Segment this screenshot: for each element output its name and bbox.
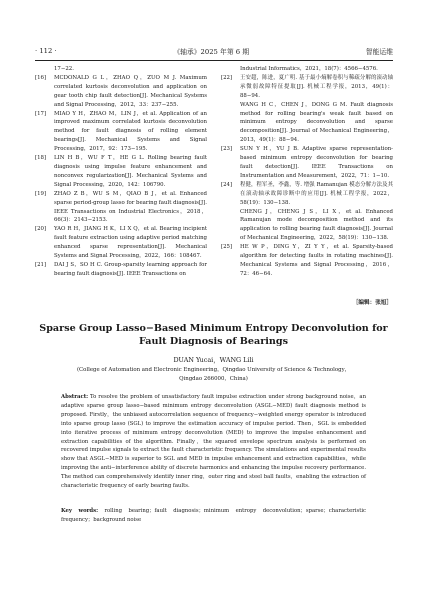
reference-number: [24]	[221, 181, 233, 188]
reference-number: [21]	[35, 261, 47, 268]
reference-text: LIN H B，WU F T，HE G L. Rolling bearing fault diagnosis using impulse feature enhancement and nonconvex regularization[J]. Mechanical Systems and Signal Processing，2020，142：106790.	[54, 155, 207, 188]
reference-number: [22]	[221, 74, 233, 81]
keywords-text: rolling bearing；fault diagnosis；minimum entropy deconvolution；sparse；characteristic frequency；background noise	[61, 508, 366, 523]
reference-text: Industrial Informatics，2021，18(7)：4566−4576.	[240, 66, 378, 72]
reference-item	[221, 208, 393, 244]
abstract-text: To resolve the problem of unsatisfactory fault impulse extraction under strong background noise，an adaptive sparse group lasso−based minimum entropy deconvolution (ASGL−MED) fault diagnosis method is proposed. Firstly，the unbiased autocorrelation sequence of frequency−weighted energy operator is introduced into sparse group lasso (SGL) to improve the estimation accuracy of impulse period. Then，SGL is embedded into iterative process of minimum entropy deconvolution (MED) to improve the impulse enhancement and extraction capabilities of the algorithm. Finally，the squared envelope spectrum analysis is performed on recovered impulse signals to extract the fault characteristic frequency. The simulations and experimental results show that ASGL−MED is superior to SGL and MED in impulse enhancement and extraction capabilities，while improving the anti−interference ability of discrete harmonics and enhancing the impulse recovery performance. The method can comprehensively identify inner ring，outer ring and steel ball faults，enabling the extraction of characteristic frequency of early bearing faults.	[61, 394, 366, 490]
running-header	[35, 44, 393, 61]
reference-text: MIAO Y H，ZHAO M，LIN J，et al. Application of an improved maximum correlated kurtosis deconvolution method for fault diagnosis of rolling element bearings[J]. Mechanical Systems and Signal Processing，2017，92：173−195.	[54, 110, 207, 153]
references-right-column	[221, 65, 393, 279]
title-line-2: Fault Diagnosis of Bearings	[138, 336, 289, 347]
reference-text: 程健，程军圣，李鑫，等. 增强 Ramanujan 模态分解方法及其在滚动轴承故障诊断中的应用[J]. 机械工程学报，2022，58(19)：130−138.	[240, 181, 393, 206]
abstract	[61, 393, 366, 491]
reference-item	[35, 74, 207, 110]
reference-item	[221, 145, 393, 181]
reference-number: [19]	[35, 190, 47, 197]
abstract-label: Abstract:	[61, 394, 89, 400]
reference-text: 17−22.	[54, 66, 74, 72]
reference-number: [18]	[35, 155, 47, 162]
references-section	[35, 65, 393, 335]
reference-text: HE W P，DING Y，ZI Y Y，et al. Sparsity-based algorithm for detecting faults in rotating machines[J]. Mechanical Systems and Signal Processing，2016，72：46−64.	[240, 244, 393, 277]
affiliation-line-1: (College of Automation and Electronic Engineering，Qingdao University of Science & Technology，	[76, 367, 351, 373]
reference-text: 王安超，陈进，夏广明. 基于最小熵解卷积与稀疏分解的滚动轴承微弱故障特征提取[J]. 机械工程学报，2013，49(1)：88−94.	[240, 74, 393, 99]
reference-number: [25]	[221, 244, 233, 251]
keywords	[61, 507, 366, 525]
reference-text: YAO R H，JIANG H K，LI X Q，et al. Bearing incipient fault feature extraction using adaptive period matching enhanced sparse representation[J]. Mechanical Systems and Signal Processing，2022，166：108467.	[54, 226, 207, 260]
affiliation	[40, 366, 387, 384]
reference-text: CHENG J，CHENG J S，LI X，et al. Enhanced Ramanujan mode decomposition method and its application to rolling bearing fault diagnosis[J]. Journal of Mechanical Engineering，2022，58(19)：130−138.	[240, 208, 393, 242]
reference-text: ZHAO Z B，WU S M，QIAO B J，et al. Enhanced sparse period-group lasso for bearing fault diagnosis[J]. IEEE Transactions on Industrial Electronics，2018，66(3)：2143−2153.	[54, 190, 207, 224]
reference-item	[221, 74, 393, 101]
reference-text: MCDONALD G L，ZHAO Q，ZUO M J. Maximum correlated kurtosis deconvolution and application on gear tooth chip fault detection[J]. Mechanical Systems and Signal Processing，2012，33：237−255.	[54, 74, 207, 108]
reference-number: [17]	[35, 110, 47, 117]
reference-item	[221, 243, 393, 279]
english-title	[30, 322, 397, 348]
reference-item	[35, 190, 207, 226]
editor-note: ［编辑：张旭］	[352, 300, 392, 306]
references-left-column	[35, 65, 207, 279]
reference-number: [20]	[35, 226, 47, 233]
reference-number: [23]	[221, 146, 233, 153]
reference-item	[35, 154, 207, 190]
reference-item	[221, 101, 393, 146]
title-line-1: Sparse Group Lasso−Based Minimum Entropy Deconvolution for	[39, 323, 388, 334]
affiliation-line-2: Qingdao 266000，China)	[179, 376, 248, 382]
reference-item	[35, 65, 207, 74]
authors: DUAN Yucai，WANG Lili	[173, 356, 254, 364]
reference-text: WANG H C，CHEN J，DONG G M. Fault diagnosis method for rolling bearing's weak fault based on minimum entropy deconvolution and sparse decomposition[J]. Journal of Mechanical Engineering，2013，49(1)：88−94.	[240, 101, 393, 144]
reference-item	[221, 181, 393, 208]
reference-text: DAI J S，SO H C. Group-sparsity learning approach for bearing fault diagnosis[J]. IEEE Transactions on	[54, 261, 207, 277]
reference-item	[221, 65, 393, 74]
reference-item	[35, 225, 207, 261]
keywords-label: Key words:	[61, 508, 99, 514]
reference-number: [16]	[35, 74, 47, 81]
reference-item	[35, 261, 207, 279]
reference-item	[35, 110, 207, 155]
journal-issue: 《轴承》2025 年第 6 期	[173, 48, 250, 56]
page-number: · 112 ·	[35, 47, 57, 55]
reference-text: SUN Y H，YU J B. Adaptive sparse representation-based minimum entropy deconvolution for bearing fault detection[J]. IEEE Transactions on Instrumentation and Measurement，2022，71：1−10.	[240, 146, 393, 179]
section-name: 智能运维	[365, 48, 393, 56]
